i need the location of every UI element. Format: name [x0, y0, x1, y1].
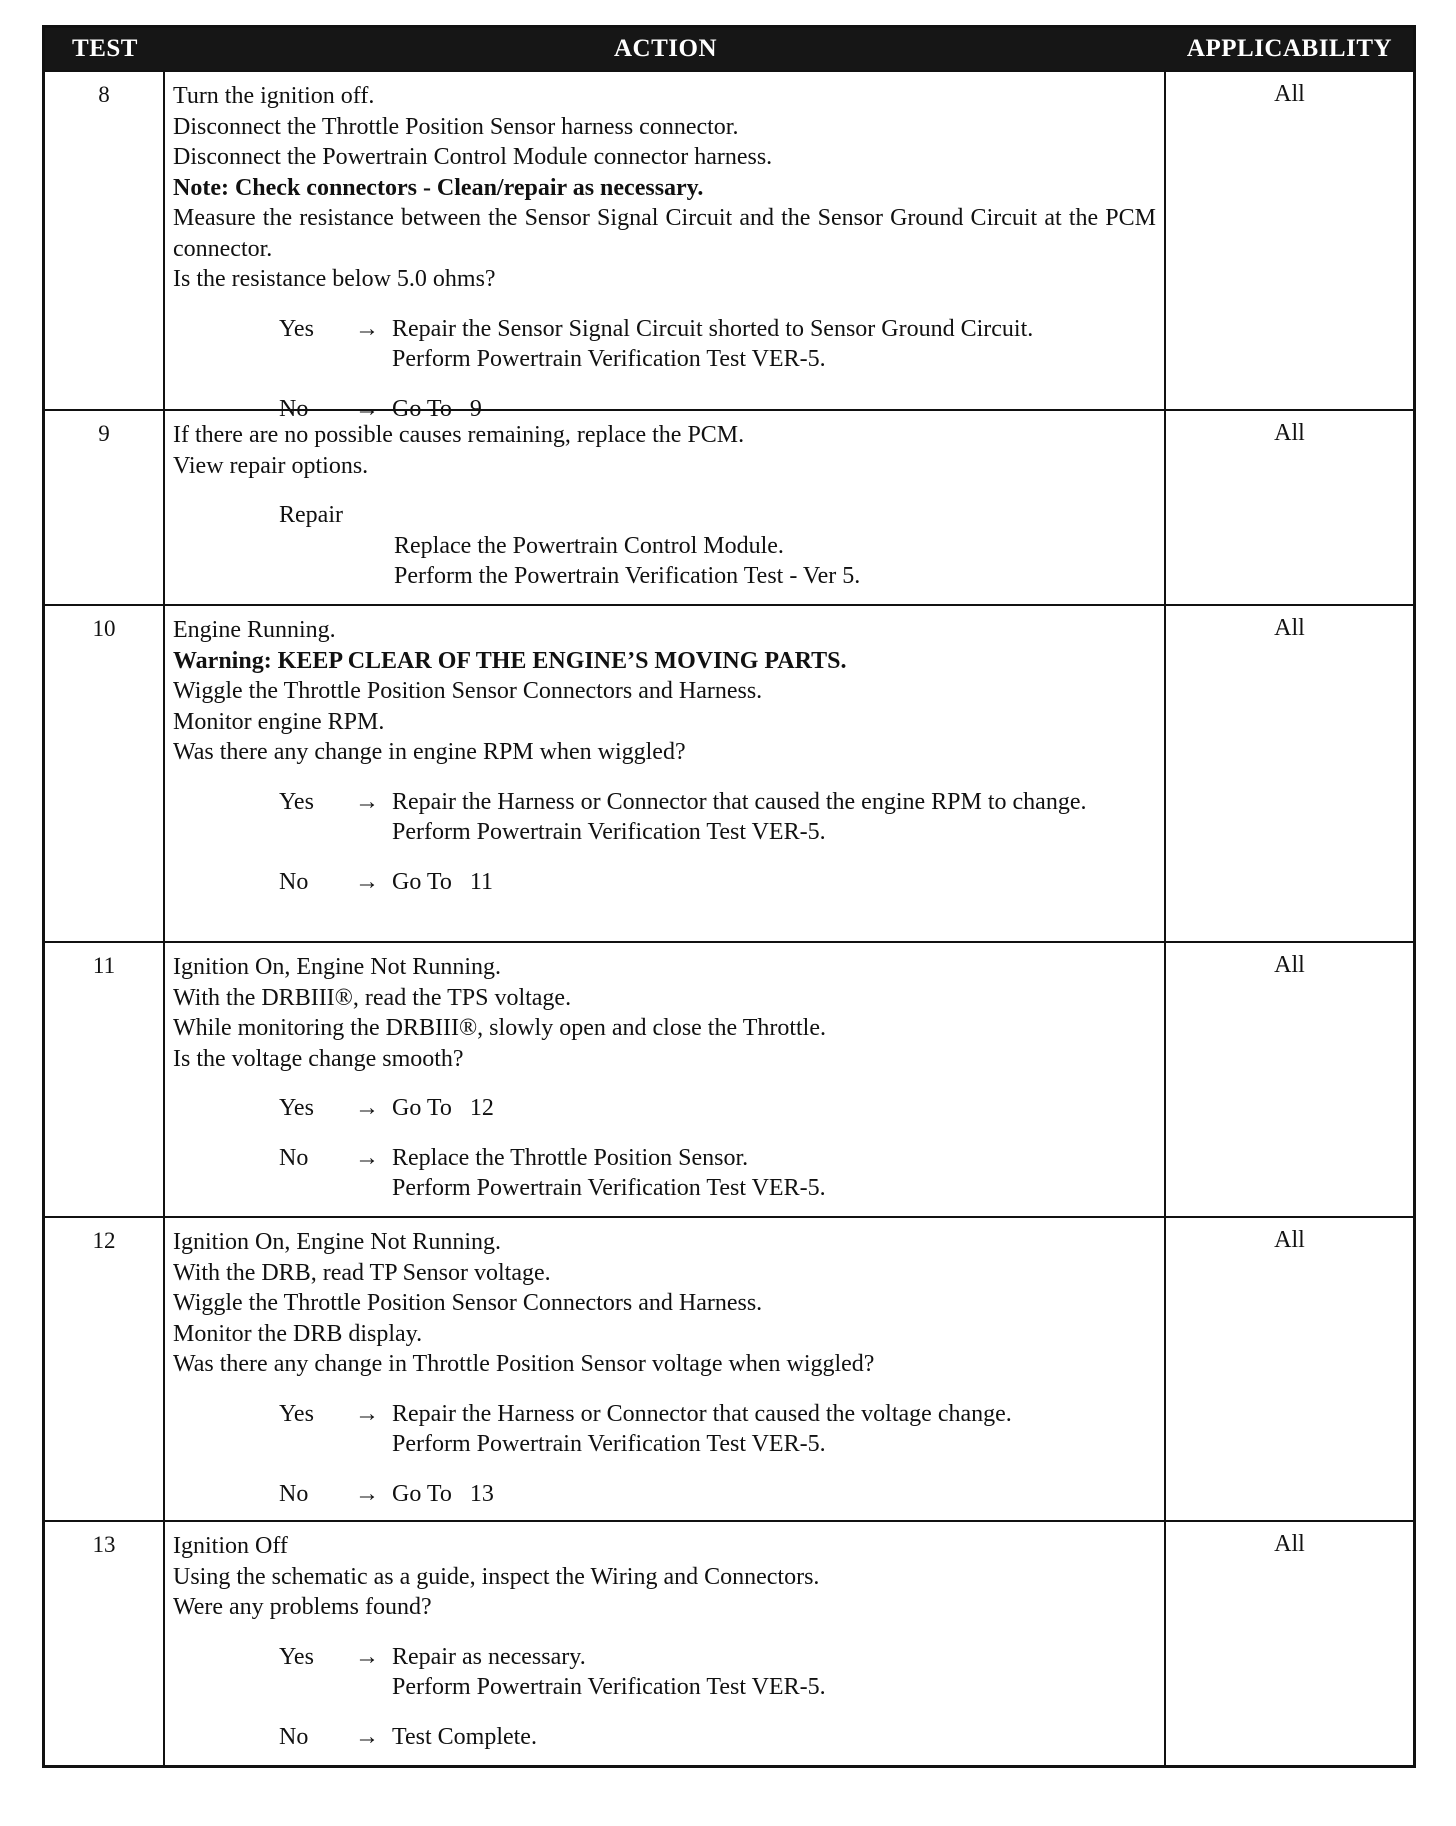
goto-link[interactable]: Go To 13: [392, 1480, 494, 1507]
action-step: Turn the ignition off.: [173, 83, 375, 109]
yes-branch: [173, 787, 1156, 848]
table-header: [45, 28, 1413, 70]
warning-text: Warning: KEEP CLEAR OF THE ENGINE’S MOVING PARTS.: [173, 647, 847, 674]
goto-link[interactable]: Go To 9: [392, 395, 482, 422]
branch-step: Test Complete.: [392, 1723, 537, 1750]
action-step: Ignition On, Engine Not Running.: [173, 954, 501, 980]
goto-link[interactable]: Go To 11: [392, 868, 493, 895]
test-number: 11: [45, 943, 165, 1216]
branch-step: Repair the Harness or Connector that caused the engine RPM to change.: [392, 788, 1087, 815]
arrow-icon: →: [355, 1400, 379, 1427]
header-test: TEST: [72, 35, 138, 62]
yes-label: Yes: [279, 1400, 314, 1427]
arrow-icon: →: [355, 395, 379, 422]
applicability-value: All: [1274, 420, 1305, 446]
goto-link[interactable]: Go To 12: [392, 1095, 494, 1121]
action-question: Is the voltage change smooth?: [173, 1045, 464, 1072]
action-step: Ignition On, Engine Not Running.: [173, 1229, 501, 1255]
action-question: Were any problems found?: [173, 1594, 432, 1620]
arrow-icon: →: [355, 788, 379, 815]
yes-label: Yes: [279, 315, 314, 342]
test-action: [165, 1218, 1166, 1520]
arrow-icon: →: [355, 868, 379, 895]
test-row-9: [45, 409, 1413, 604]
action-step: Wiggle the Throttle Position Sensor Connectors and Harness.: [173, 678, 763, 704]
repair-label: Repair: [279, 502, 343, 528]
action-step: Disconnect the Powertrain Control Module connector harness.: [173, 144, 773, 170]
test-action: [165, 1522, 1166, 1765]
repair-step: Perform the Powertrain Verification Test - Ver 5.: [394, 563, 861, 589]
action-step: View repair options.: [173, 452, 369, 479]
action-step: With the DRB, read TP Sensor voltage.: [173, 1259, 551, 1286]
test-number: 12: [45, 1218, 165, 1520]
action-step: With the DRBIII®, read the TPS voltage.: [173, 984, 572, 1011]
branch-step: Perform Powertrain Verification Test VER-5.: [392, 819, 826, 845]
diagnostic-test-table: [42, 25, 1416, 1768]
test-row-11: [45, 941, 1413, 1216]
branch-step: Repair the Harness or Connector that caused the voltage change.: [392, 1400, 1012, 1427]
action-step: Engine Running.: [173, 617, 336, 643]
test-number: 10: [45, 606, 165, 941]
yes-branch: [173, 1642, 1156, 1703]
test-action: [165, 72, 1166, 422]
no-label: No: [279, 1144, 309, 1171]
test-action: [165, 943, 1166, 1216]
applicability-value: All: [1274, 615, 1305, 641]
no-branch: [173, 1722, 1156, 1753]
branch-step: Perform Powertrain Verification Test VER-5.: [392, 1431, 826, 1457]
action-step: Measure the resistance between the Sensor Signal Circuit and the Sensor Ground Circuit at the PCM connector.: [173, 205, 1156, 262]
test-row-8: [45, 70, 1413, 422]
no-label: No: [279, 1723, 309, 1750]
arrow-icon: →: [355, 1095, 379, 1121]
branch-step: Perform Powertrain Verification Test VER-5.: [392, 1175, 826, 1201]
no-branch: [173, 867, 1156, 898]
applicability-value: All: [1274, 1531, 1305, 1557]
action-step: Using the schematic as a guide, inspect the Wiring and Connectors.: [173, 1563, 820, 1590]
action-step: Monitor engine RPM.: [173, 708, 385, 735]
applicability-value: All: [1274, 1227, 1305, 1253]
branch-step: Perform Powertrain Verification Test VER-5.: [392, 346, 826, 372]
test-action: [165, 411, 1166, 604]
action-step: If there are no possible causes remaining, replace the PCM.: [173, 422, 745, 448]
yes-branch: [173, 314, 1156, 375]
no-label: No: [279, 868, 309, 895]
yes-branch: [173, 1093, 1156, 1124]
no-label: No: [279, 395, 309, 422]
action-question: Was there any change in Throttle Position Sensor voltage when wiggled?: [173, 1351, 875, 1377]
test-number: 8: [45, 72, 165, 409]
branch-step: Perform Powertrain Verification Test VER-5.: [392, 1674, 826, 1700]
action-step: Disconnect the Throttle Position Sensor harness connector.: [173, 113, 739, 140]
applicability-value: All: [1274, 81, 1305, 107]
test-row-13: [45, 1520, 1413, 1765]
arrow-icon: →: [355, 1144, 379, 1171]
note-text: Note: Check connectors - Clean/repair as necessary.: [173, 174, 704, 201]
test-number: 9: [45, 411, 165, 604]
test-row-10: [45, 604, 1413, 941]
action-step: Monitor the DRB display.: [173, 1320, 423, 1347]
repair-step: Replace the Powertrain Control Module.: [394, 532, 784, 559]
action-question: Was there any change in engine RPM when wiggled?: [173, 739, 686, 765]
branch-step: Repair as necessary.: [392, 1643, 586, 1670]
test-row-12: [45, 1216, 1413, 1520]
action-step: While monitoring the DRBIII®, slowly open and close the Throttle.: [173, 1015, 827, 1041]
action-step: Wiggle the Throttle Position Sensor Connectors and Harness.: [173, 1290, 763, 1316]
arrow-icon: →: [355, 1480, 379, 1507]
applicability-value: All: [1274, 952, 1305, 978]
branch-step: Replace the Throttle Position Sensor.: [392, 1144, 749, 1171]
branch-step: Repair the Sensor Signal Circuit shorted to Sensor Ground Circuit.: [392, 315, 1034, 342]
yes-label: Yes: [279, 788, 314, 815]
arrow-icon: →: [355, 1643, 379, 1670]
arrow-icon: →: [355, 1723, 379, 1750]
header-action: ACTION: [613, 35, 717, 62]
test-action: [165, 606, 1166, 941]
test-number: 13: [45, 1522, 165, 1765]
header-applicability: APPLICABILITY: [1186, 35, 1393, 62]
yes-label: Yes: [279, 1095, 314, 1121]
action-step: Ignition Off: [173, 1533, 288, 1559]
no-branch: [173, 1479, 1156, 1510]
yes-label: Yes: [279, 1643, 314, 1670]
arrow-icon: →: [355, 315, 379, 342]
action-question: Is the resistance below 5.0 ohms?: [173, 266, 496, 292]
no-branch: [173, 1143, 1156, 1204]
no-label: No: [279, 1480, 309, 1507]
yes-branch: [173, 1399, 1156, 1460]
